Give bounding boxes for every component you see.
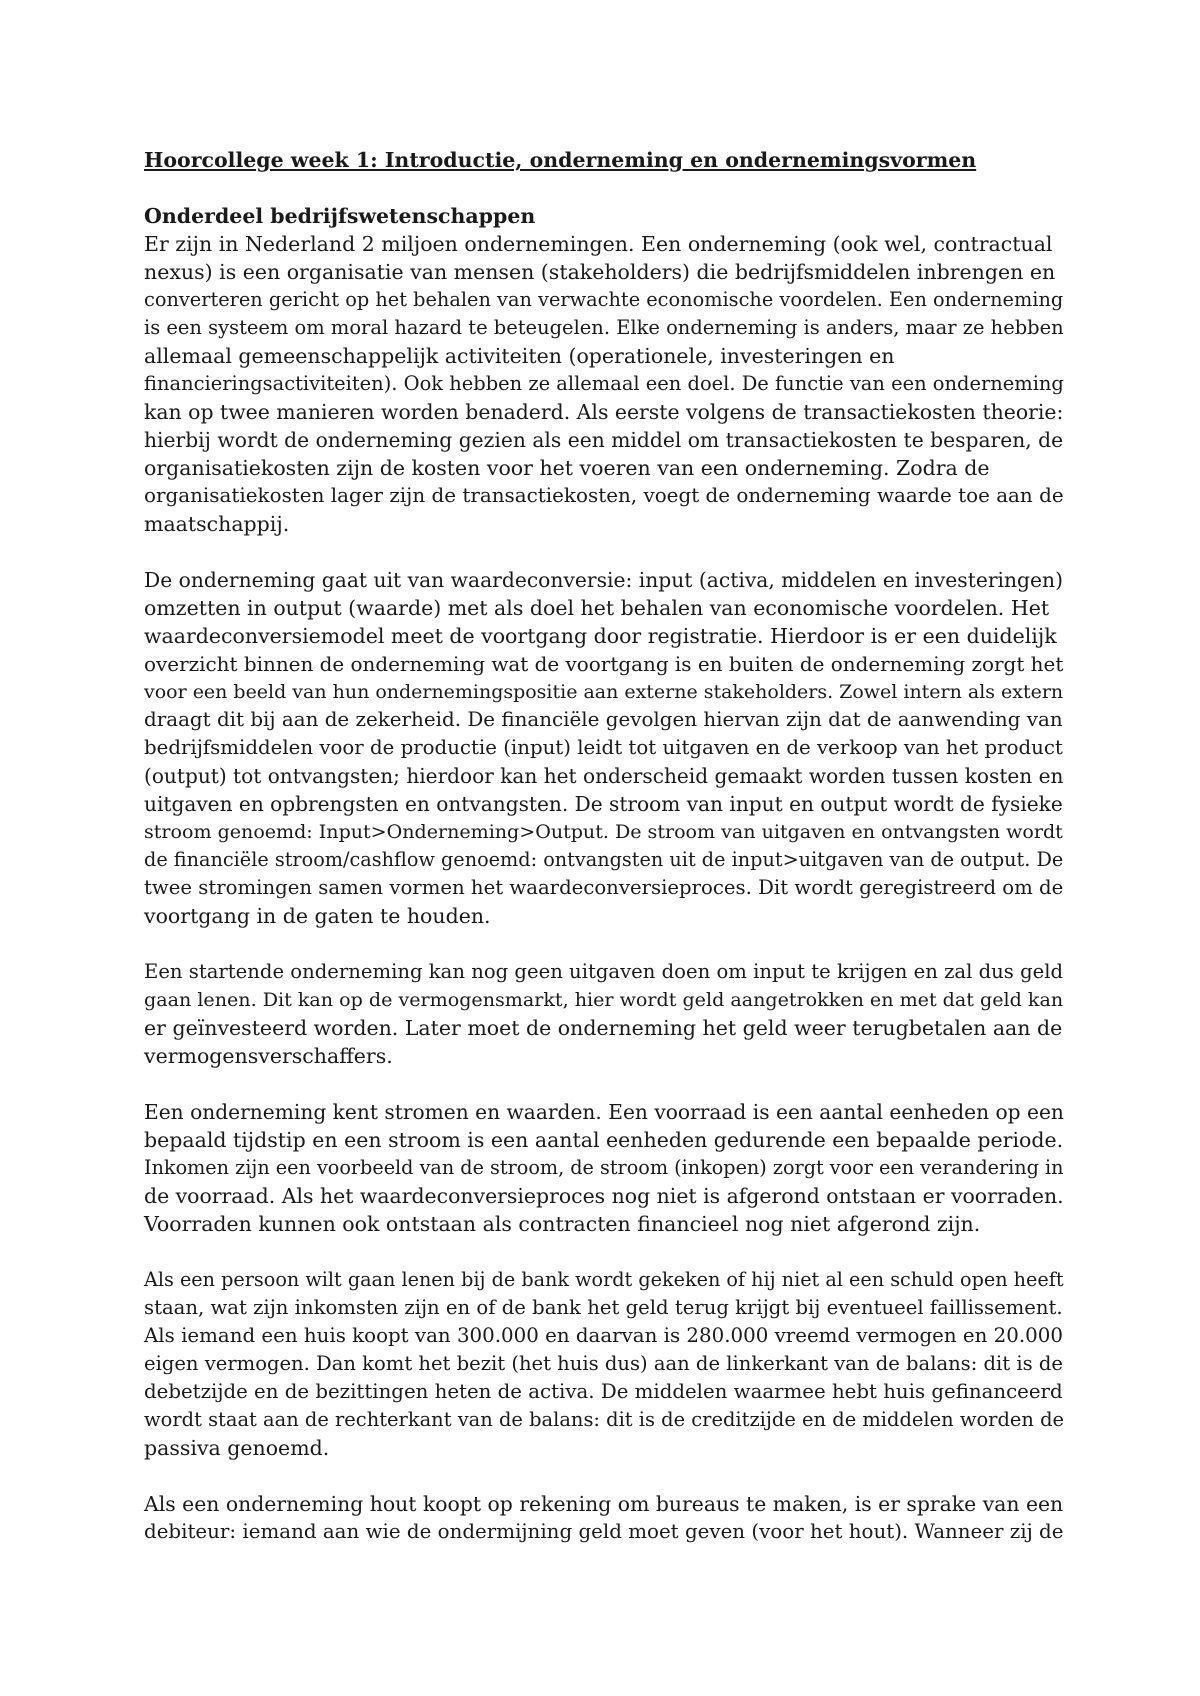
text-line: gaan lenen. Dit kan op de vermogensmarkt, hier wordt geld aangetrokken en met dat geld kan [144,989,1064,1011]
text-line: uitgaven en opbrengsten en ontvangsten. De stroom van input en output wordt de fysieke [144,792,1063,816]
paragraph [144,958,1064,1070]
text-line: twee stromingen samen vormen het waardeconversieproces. Dit wordt geregistreerd om de [144,876,1064,899]
document-title: Hoorcollege week 1: Introductie, onderneming en ondernemingsvormen [144,148,977,172]
text-line: bepaald tijdstip en een stroom is een aantal eenheden gedurende een bepaalde periode. [144,1128,1064,1152]
section-heading: Onderdeel bedrijfswetenschappen [144,204,536,228]
text-line: organisatiekosten zijn de kosten voor het voeren van een onderneming. Zodra de [144,456,990,480]
text-line: voor een beeld van hun ondernemingspositie aan externe stakeholders. Zowel intern als extern [144,681,1064,703]
text-line: voortgang in de gaten te houden. [144,904,491,928]
text-line: Als iemand een huis koopt van 300.000 en daarvan is 280.000 vreemd vermogen en 20.000 [144,1324,1063,1347]
text-line: hierbij wordt de onderneming gezien als een middel om transactiekosten te besparen, de [144,428,1064,452]
text-line: stroom genoemd: Input>Onderneming>Output. De stroom van uitgaven en ontvangsten wordt [144,821,1063,843]
text-line: nexus) is een organisatie van mensen (stakeholders) die bedrijfsmiddelen inbrengen en [144,260,1056,284]
text-line: debiteur: iemand aan wie de ondermijning geld moet geven (voor het hout). Wanneer zij de [144,1520,1064,1543]
text-line: allemaal gemeenschappelijk activiteiten (operationele, investeringen en [144,344,895,368]
text-line: converteren gericht op het behalen van verwachte economische voordelen. Een onderneming [144,288,1064,311]
paragraph [144,566,1064,930]
text-line: Een startende onderneming kan nog geen uitgaven doen om input te krijgen en zal dus geld [144,960,1064,983]
text-line: de voorraad. Als het waardeconversieproces nog niet is afgerond ontstaan er voorraden. [144,1184,1064,1208]
text-line: Een onderneming kent stromen en waarden. Een voorraad is een aantal eenheden op een [144,1100,1064,1124]
text-line: organisatiekosten lager zijn de transactiekosten, voegt de onderneming waarde toe aan de [144,484,1064,507]
paragraph [144,230,1064,538]
text-line: waardeconversiemodel meet de voortgang door registratie. Hierdoor is er een duidelijk [144,624,1057,648]
text-line: eigen vermogen. Dan komt het bezit (het huis dus) aan de linkerkant van de balans: dit is de [144,1352,1063,1375]
paragraph [144,1098,1064,1238]
text-line: passiva genoemd. [144,1436,330,1460]
text-line: overzicht binnen de onderneming wat de voortgang is en buiten de onderneming zorgt het [144,652,1064,676]
paragraph [144,1266,1064,1462]
text-line: kan op twee manieren worden benaderd. Als eerste volgens de transactiekosten theorie: [144,400,1064,424]
text-line: staan, wat zijn inkomsten zijn en of de bank het geld terug krijgt bij eventueel faillissement. [144,1296,1063,1319]
text-line: vermogensverschaffers. [144,1044,393,1068]
text-line: er geïnvesteerd worden. Later moet de onderneming het geld weer terugbetalen aan de [144,1016,1063,1040]
text-line: De onderneming gaat uit van waardeconversie: input (activa, middelen en investeringen) [144,568,1063,592]
text-line: Als een onderneming hout koopt op rekening om bureaus te maken, is er sprake van een [144,1492,1064,1516]
text-line: debetzijde en de bezittingen heten de activa. De middelen waarmee hebt huis gefinanceerd [144,1380,1063,1403]
text-line: Inkomen zijn een voorbeeld van de stroom, de stroom (inkopen) zorgt voor een verandering in [144,1156,1064,1179]
text-line: (output) tot ontvangsten; hierdoor kan het onderscheid gemaakt worden tussen kosten en [144,764,1064,788]
document-body [144,146,1064,1574]
text-line: omzetten in output (waarde) met als doel het behalen van economische voordelen. Het [144,596,1050,620]
text-line: wordt staat aan de rechterkant van de balans: dit is de creditzijde en de middelen worden de [144,1408,1065,1431]
text-line: de financiële stroom/cashflow genoemd: ontvangsten uit de input>uitgaven van de output. De [144,848,1064,871]
text-line: maatschappij. [144,512,290,536]
text-line: Als een persoon wilt gaan lenen bij de bank wordt gekeken of hij niet al een schuld open heeft [144,1268,1064,1291]
text-line: bedrijfsmiddelen voor de productie (input) leidt tot uitgaven en de verkoop van het product [144,736,1063,759]
paragraph-list [144,230,1064,1546]
text-line: is een systeem om moral hazard te beteugelen. Elke onderneming is anders, maar ze hebben [144,316,1064,339]
text-line: financieringsactiviteiten). Ook hebben ze allemaal een doel. De functie van een onderneming [144,372,1064,395]
text-line: draagt dit bij aan de zekerheid. De financiële gevolgen hiervan zijn dat de aanwending van [144,708,1063,731]
text-line: Er zijn in Nederland 2 miljoen ondernemingen. Een onderneming (ook wel, contractual [144,232,1053,256]
paragraph [144,1490,1064,1546]
text-line: Voorraden kunnen ook ontstaan als contracten financieel nog niet afgerond zijn. [144,1212,981,1236]
